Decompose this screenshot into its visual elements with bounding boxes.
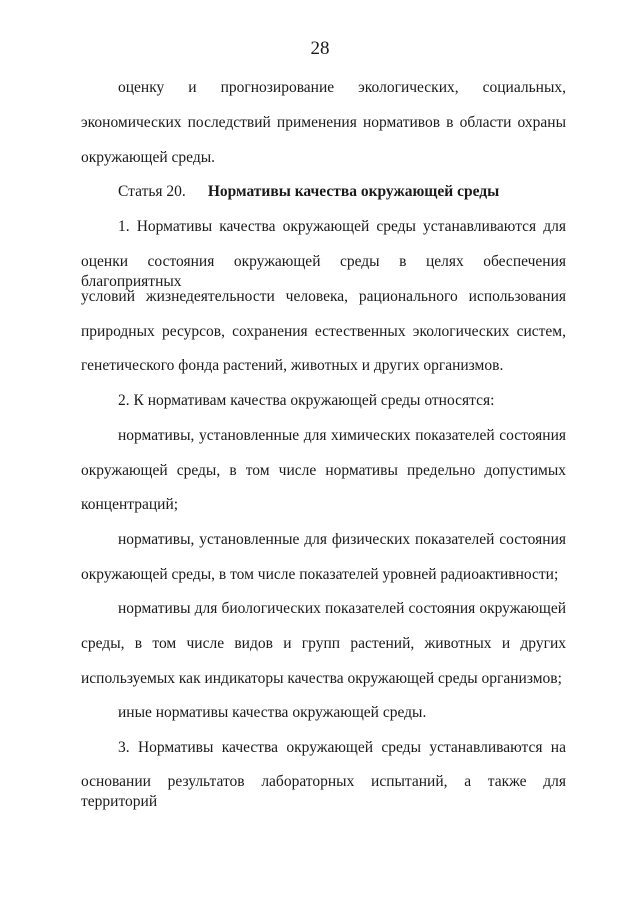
text-line: окружающей среды, в том числе показателей уровней радиоактивности; — [81, 566, 559, 583]
text-line: нормативы, установленные для физических показателей состояния — [118, 531, 566, 548]
text-line: нормативы, установленные для химических показателей состояния — [118, 427, 566, 444]
article-title: Нормативы качества окружающей среды — [207, 183, 500, 200]
text-line: генетического фонда растений, животных и других организмов. — [81, 357, 504, 374]
text-line: 2. К нормативам качества окружающей среды относятся: — [118, 392, 495, 409]
text-line: оценки состояния окружающей среды в целях обеспечения благоприятных — [81, 253, 566, 290]
text-line: оценку и прогнозирование экологических, социальных, — [118, 79, 566, 96]
article-label: Статья 20. — [118, 183, 186, 200]
text-line: 3. Нормативы качества окружающей среды устанавливаются на — [118, 739, 566, 756]
page-number: 28 — [310, 38, 330, 59]
text-line: экономических последствий применения нормативов в области охраны — [81, 114, 566, 131]
article-heading — [118, 182, 566, 202]
text-line: окружающей среды. — [81, 149, 216, 166]
text-line: основании результатов лабораторных испытаний, а также для территорий — [81, 773, 566, 810]
text-line: концентраций; — [81, 496, 179, 513]
text-line: условий жизнедеятельности человека, рационального использования — [81, 288, 566, 305]
text-line: природных ресурсов, сохранения естественных экологических систем, — [81, 323, 566, 340]
text-line: среды, в том числе видов и групп растений, животных и других — [81, 635, 566, 652]
text-line: иные нормативы качества окружающей среды. — [118, 704, 427, 721]
text-line: окружающей среды, в том числе нормативы предельно допустимых — [81, 462, 566, 479]
text-line: нормативы для биологических показателей состояния окружающей — [118, 600, 566, 617]
text-line: 1. Нормативы качества окружающей среды устанавливаются для — [118, 218, 566, 235]
text-line: используемых как индикаторы качества окружающей среды организмов; — [81, 670, 562, 687]
